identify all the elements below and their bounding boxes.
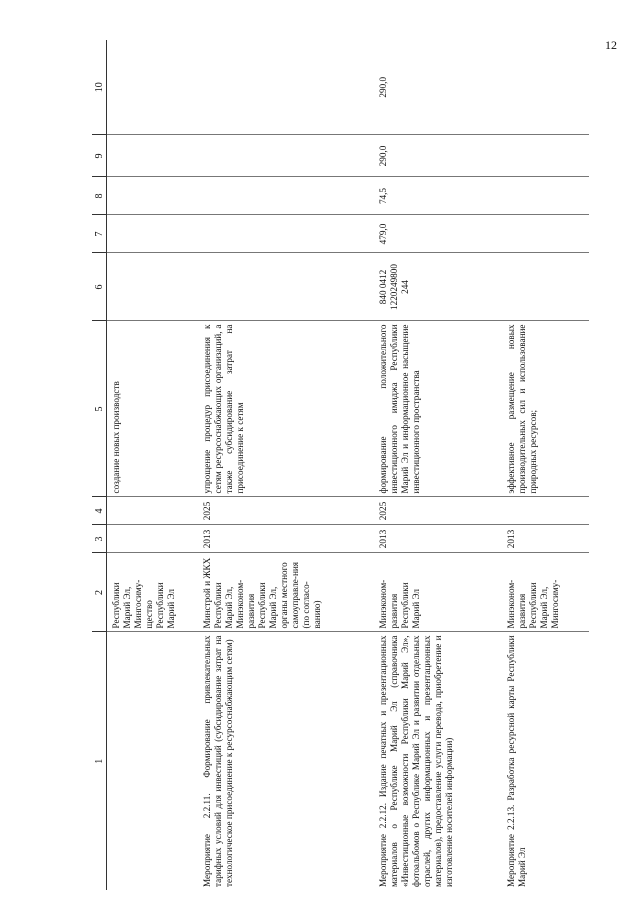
value-col7-cell [107,215,199,253]
end-year-cell: 2025 [199,497,375,525]
budget-code-cell [107,253,199,321]
value-col10-cell [107,40,199,135]
result-cell: упрощение процедур присоединения к сетям ресурсоснабжающих организаций, а также субсидирование затрат на присоединение к сетям [199,321,375,497]
col-header-10: 10 [92,40,107,135]
start-year-cell: 2013 [503,525,589,553]
value-col9-cell: 290,0 [375,135,503,177]
value-col10-cell [199,40,375,135]
budget-code-cell [199,253,375,321]
value-col8-cell [503,177,589,215]
end-year-cell: 2025 [375,497,503,525]
col-header-1: 1 [92,632,107,890]
value-col9-cell [107,135,199,177]
executor-cell: Минстрой и ЖКХ Республики Марий Эл, Минэконом-развития Республики Марий Эл, органы местного самоуправле-ния (по согласо-ванию) [199,553,375,632]
col-header-8: 8 [92,177,107,215]
col-header-7: 7 [92,215,107,253]
col-header-5: 5 [92,321,107,497]
executor-cell: Республики Марий Эл, Мингосиму-щество Республики Марий Эл [107,553,199,632]
value-col8-cell [107,177,199,215]
result-cell: создание новых производств [107,321,199,497]
value-col8-cell: 74,5 [375,177,503,215]
value-col7-cell [199,215,375,253]
header-row [92,40,107,890]
page-number: 12 [605,38,617,52]
value-col9-cell [199,135,375,177]
measure-cell: Мероприятие 2.2.11. Формирование привлекательных тарифных условий для инвестиций (субсидирование затрат на технологическое присоединение к ресурсоснабжающим сетям) [201,635,234,887]
result-cell: формирование положительного инвестиционного имиджа Республики Марий Эл и информационное насыщение инвестиционного пространства [375,321,503,497]
executor-cell: Минэконом-развития Республики Марий Эл, Мингосиму- [503,553,589,632]
budget-code-cell [503,253,589,321]
budget-code-cell: 840 0412 1220249800 244 [375,253,503,321]
value-col8-cell [199,177,375,215]
value-col7-cell: 479,0 [375,215,503,253]
value-col9-cell [503,135,589,177]
start-year-cell: 2013 [375,525,503,553]
rotated-table-container [92,40,592,890]
col-header-6: 6 [92,253,107,321]
result-cell: эффективное размещение новых производительных сил и использование природных ресурсов; [503,321,589,497]
measure-cell: Мероприятие 2.2.12. Издание печатных и презентационных материалов о Республике Марий Эл (справочника «Инвестиционные возможности Республики Марий Эл», фотоальбомов о Республике Марий Эл и развитии отдельных отраслей, других информационных и презентационных материалов), предоставление услуги перевода, приобретение и изготовление носителей информации) [377,635,454,887]
start-year-cell [107,525,199,553]
measure-cell [107,632,199,890]
end-year-cell [503,497,589,525]
measures-table [92,40,589,890]
value-col10-cell: 290,0 [375,40,503,135]
value-col7-cell [503,215,589,253]
table-row [199,40,375,890]
col-header-3: 3 [92,525,107,553]
table-row [503,40,589,890]
executor-cell: Минэконом-развития Республики Марий Эл [375,553,503,632]
table-row [107,40,199,890]
table-row [375,40,503,890]
col-header-4: 4 [92,497,107,525]
col-header-2: 2 [92,553,107,632]
measure-cell: Мероприятие 2.2.13. Разработка ресурсной карты Республики Марий Эл [505,635,527,887]
end-year-cell [107,497,199,525]
col-header-9: 9 [92,135,107,177]
start-year-cell: 2013 [199,525,375,553]
value-col10-cell [503,40,589,135]
